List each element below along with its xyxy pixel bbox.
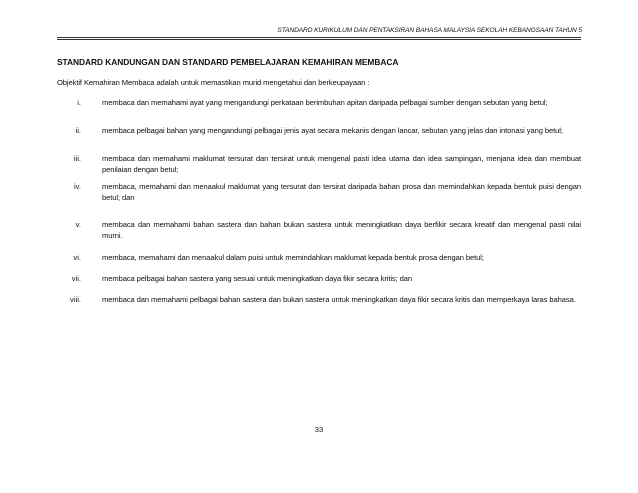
objective-number: i. [77, 98, 81, 107]
objective-number: ii. [75, 126, 81, 135]
running-header: STANDARD KURIKULUM DAN PENTAKSIRAN BAHASA MALAYSIA SEKOLAH KEBANGSAAN TAHUN 5 [277, 27, 582, 34]
objective-text: membaca dan memahami bahan sastera dan bahan bukan sastera untuk meningkatkan daya berfikir secara kreatif dan mengenal pasti nilai murni. [102, 220, 581, 240]
objective-number: vii. [71, 274, 81, 283]
objective-number: iv. [73, 182, 81, 191]
objective-text: membaca dan memahami pelbagai bahan sastera dan bukan sastera untuk meningkatkan daya fikir secara kritis dan memperkaya laras bahasa. [102, 295, 576, 304]
objective-text: membaca pelbagai bahan sastera yang sesuai untuk meningkatkan daya fikir secara kritis; dan [102, 274, 413, 283]
header-rule-top [57, 37, 581, 38]
section-title: STANDARD KANDUNGAN DAN STANDARD PEMBELAJARAN KEMAHIRAN MEMBACA [57, 57, 399, 67]
objective-text: membaca dan memahami maklumat tersurat dan tersirat untuk mengenal pasti idea utama dan idea sampingan, menjana idea dan membuat penilaian dengan betul; [102, 154, 581, 174]
objective-number: viii. [70, 295, 81, 304]
header-rule-bottom [57, 39, 581, 40]
objective-text: membaca pelbagai bahan yang mengandungi pelbagai jenis ayat secara mekanis dengan lancar, sebutan yang jelas dan intonasi yang betul; [102, 126, 563, 135]
intro-text: Objektif Kemahiran Membaca adalah untuk memastikan murid mengetahui dan berkeupayaan : [57, 78, 370, 87]
objective-text: membaca, memahami dan menaakul dalam puisi untuk memindahkan maklumat kepada bentuk prosa dengan betul; [102, 253, 484, 262]
objective-number: v. [75, 220, 81, 229]
objective-number: vi. [73, 253, 81, 262]
objective-number: iii. [73, 154, 81, 163]
objective-text: membaca dan memahami ayat yang mengandungi perkataan berimbuhan apitan daripada pelbagai sumber dengan sebutan yang betul; [102, 98, 548, 107]
objective-text: membaca, memahami dan menaakul maklumat yang tersurat dan tersirat daripada bahan prosa dan memindahkan kepada bentuk puisi dengan betul; dan [102, 182, 581, 202]
page-number: 33 [314, 425, 324, 434]
